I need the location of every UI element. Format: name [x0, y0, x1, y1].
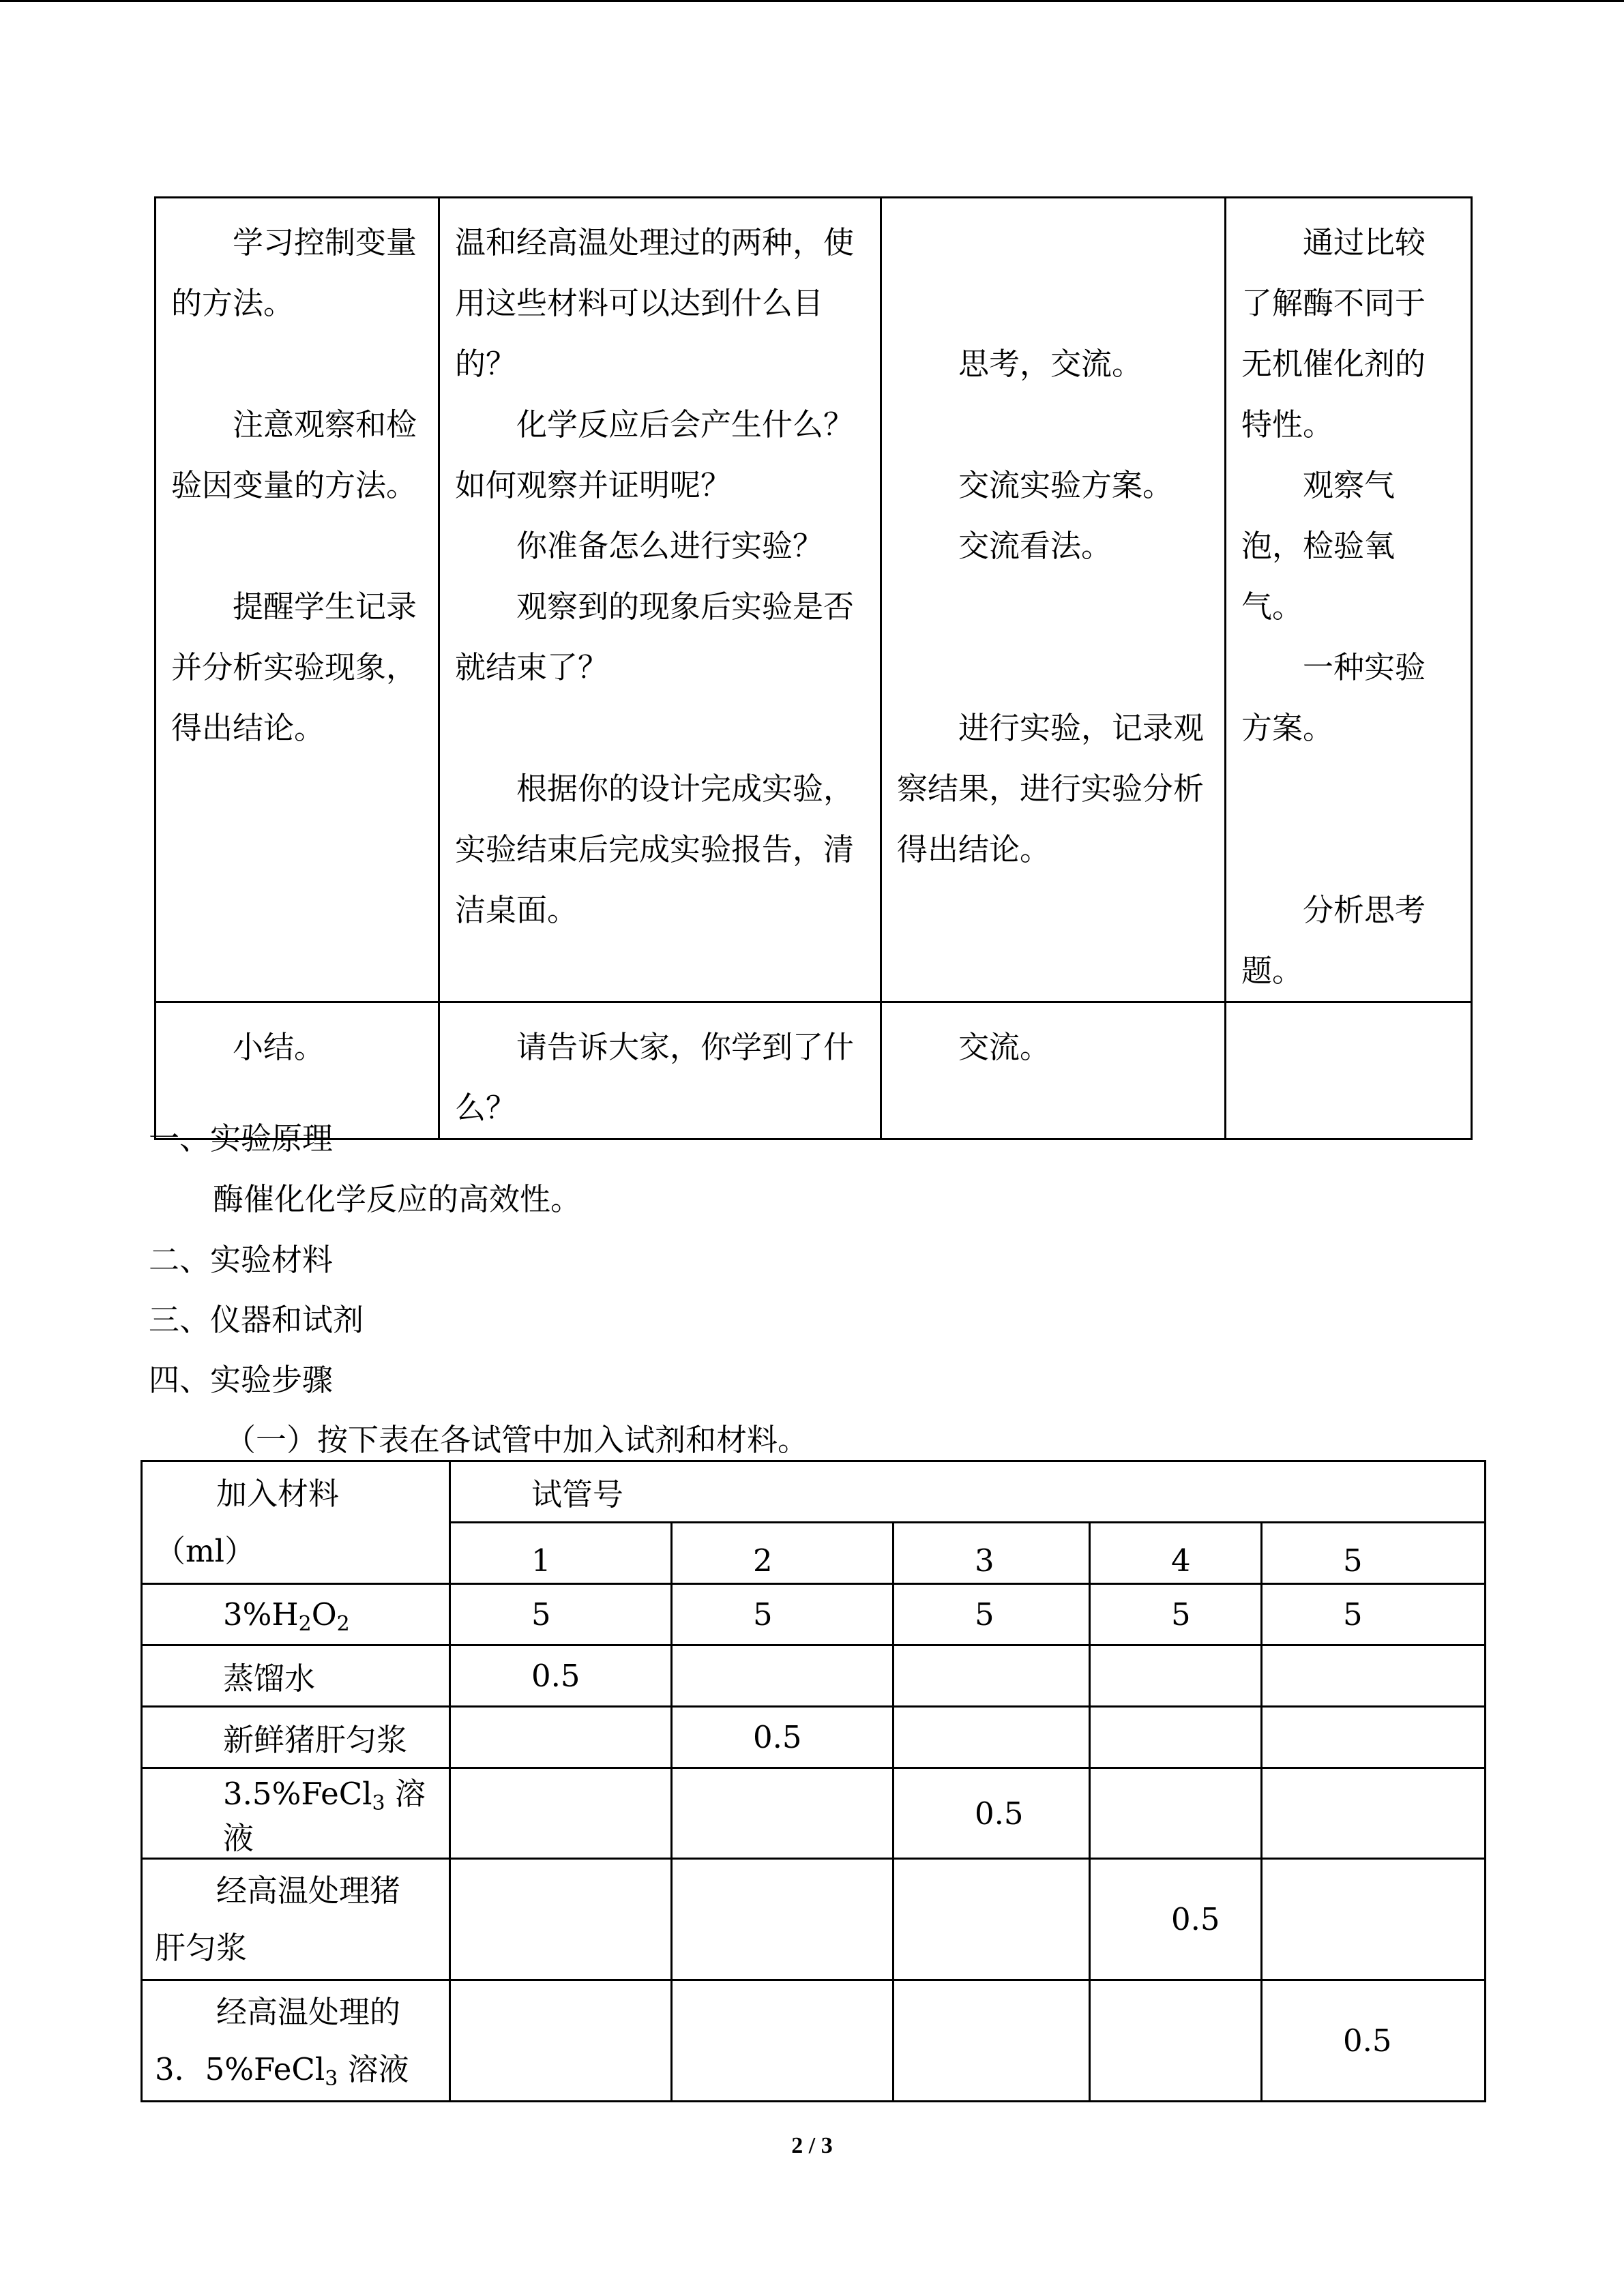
- lesson-summary-row: [156, 1002, 1472, 1139]
- top-border-line: [0, 0, 1624, 2]
- page-number: 2 / 3: [791, 2133, 833, 2158]
- reagent-value: 0.5: [894, 1768, 1090, 1859]
- reagent-label: 3.5%FeCl$_3$ 溶液: [142, 1768, 450, 1859]
- reagent-label: 新鲜猪肝匀浆: [142, 1707, 450, 1768]
- reagent-row: [142, 1859, 1486, 1980]
- reagent-row: [142, 1768, 1486, 1859]
- reagent-value: [450, 1859, 672, 1980]
- reagent-label: $3\%H_2O_2$: [142, 1584, 450, 1645]
- tube-header-cell: 试管号: [450, 1461, 1486, 1523]
- section-principle-title: 一、实验原理: [149, 1120, 334, 1157]
- section-principle-text: 酶催化化学反应的高效性。: [213, 1181, 582, 1217]
- step-one-instruction: （一）按下表在各试管中加入试剂和材料。: [225, 1422, 809, 1458]
- reagent-value: [1090, 1980, 1262, 2102]
- reagent-value: 5: [894, 1584, 1090, 1645]
- reagent-value: [450, 1768, 672, 1859]
- reagent-value: [672, 1645, 894, 1707]
- reagent-row: [142, 1645, 1486, 1707]
- reagent-value: [1262, 1768, 1486, 1859]
- reagent-row: [142, 1584, 1486, 1645]
- tube-number: 1: [450, 1523, 672, 1584]
- section-materials-title: 二、实验材料: [149, 1242, 334, 1278]
- reagent-table: [141, 1460, 1486, 2102]
- reagent-row: [142, 1707, 1486, 1768]
- tube-number: 4: [1090, 1523, 1262, 1584]
- tube-number: 5: [1262, 1523, 1486, 1584]
- reagent-value: [894, 1707, 1090, 1768]
- reagent-value: [894, 1859, 1090, 1980]
- reagent-header-row: [142, 1461, 1486, 1523]
- reagent-value: 5: [1262, 1584, 1486, 1645]
- reagent-label: 经高温处理的 3．5%FeCl$_3$ 溶液: [142, 1980, 450, 2102]
- summary-cell-3: 交流。: [881, 1002, 1226, 1139]
- reagent-value: [1262, 1645, 1486, 1707]
- tube-number: 2: [672, 1523, 894, 1584]
- reagent-value: 0.5: [1262, 1980, 1486, 2102]
- reagent-value: 0.5: [1090, 1859, 1262, 1980]
- reagent-value: [1090, 1707, 1262, 1768]
- reagent-value: [894, 1980, 1090, 2102]
- section-instruments-title: 三、仪器和试剂: [149, 1302, 364, 1338]
- reagent-value: 0.5: [450, 1645, 672, 1707]
- reagent-value: 5: [672, 1584, 894, 1645]
- reagent-value: [1262, 1859, 1486, 1980]
- summary-cell-1: 小结。: [156, 1002, 439, 1139]
- reagent-label: 经高温处理猪 肝匀浆: [142, 1859, 450, 1980]
- summary-cell-4: [1226, 1002, 1472, 1139]
- design-intent-cell: 通过比较了解酶不同于无机催化剂的特性。 观察气泡，检验氧气。 一种实验方案。 分析思考题。: [1226, 198, 1472, 1002]
- reagent-label: 蒸馏水: [142, 1645, 450, 1707]
- section-steps-title: 四、实验步骤: [149, 1362, 334, 1398]
- reagent-value: 5: [450, 1584, 672, 1645]
- teacher-activity-cell: 温和经高温处理过的两种，使用这些材料可以达到什么目的？ 化学反应后会产生什么？如何观察并证明呢？ 你准备怎么进行实验？ 观察到的现象后实验是否就结束了？ 根据你的设计完成实验，实验结束后完成实验报告，清洁桌面。: [439, 198, 881, 1002]
- reagent-value: [672, 1768, 894, 1859]
- reagent-value: [450, 1707, 672, 1768]
- reagent-value: [672, 1980, 894, 2102]
- corner-label-cell: 加入材料 （ml）: [142, 1461, 450, 1584]
- lesson-plan-table: [154, 196, 1473, 1140]
- reagent-row: [142, 1980, 1486, 2102]
- tube-number: 3: [894, 1523, 1090, 1584]
- reagent-value: [450, 1980, 672, 2102]
- reagent-value: 5: [1090, 1584, 1262, 1645]
- reagent-value: [1090, 1768, 1262, 1859]
- reagent-value: [1262, 1707, 1486, 1768]
- student-activity-cell: 思考，交流。 交流实验方案。 交流看法。 进行实验，记录观察结果，进行实验分析得出结论。: [881, 198, 1226, 1002]
- reagent-value: [894, 1645, 1090, 1707]
- reagent-value: [1090, 1645, 1262, 1707]
- teacher-intent-cell: 学习控制变量的方法。 注意观察和检验因变量的方法。 提醒学生记录并分析实验现象，得出结论。: [156, 198, 439, 1002]
- reagent-value: 0.5: [672, 1707, 894, 1768]
- reagent-value: [672, 1859, 894, 1980]
- summary-cell-2: 请告诉大家，你学到了什么？: [439, 1002, 881, 1139]
- lesson-main-row: [156, 198, 1472, 1002]
